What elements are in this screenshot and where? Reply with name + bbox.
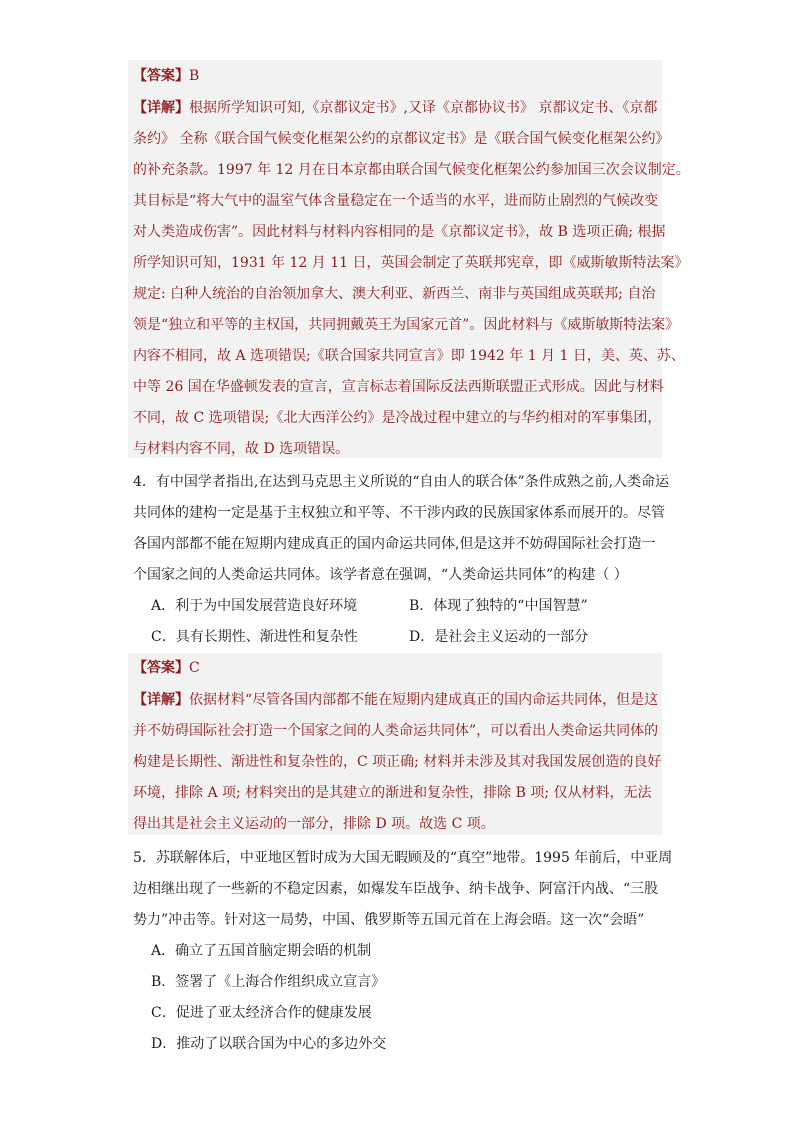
q3-detail-line: 与材料内容不同，故 D 选项错误。 (133, 441, 350, 457)
q5-stem-line: 边相继出现了一些新的不稳定因素，如爆发车臣战争、纳卡战争、阿富汗内战、“三股 (133, 881, 659, 897)
q4-stem-line: 个国家之间的人类命运共同体。该学者意在强调，“人类命运共同体”的构建（ ） (133, 567, 628, 583)
q4-detail-line: 并不妨碍国际社会打造一个国家之间的人类命运共同体”，可以看出人类命运共同体的 (133, 723, 659, 739)
q3-detail-line: 中等 26 国在华盛顿发表的宣言，宣言标志着国际反法西斯联盟正式形成。因此与材料 (133, 379, 664, 395)
q4-answer-background (128, 653, 662, 835)
q5-option-b: B．签署了《上海合作组织成立宣言》 (151, 974, 386, 990)
q3-detail-line: 所学知识可知，1931 年 12 月 11 日，英国会制定了英联邦宪章，即《威斯敏斯特法案》 (133, 255, 689, 271)
q4-answer-line (133, 658, 200, 678)
q4-option-c: C．具有长期性、渐进性和复杂性 (151, 629, 358, 645)
answer-value: B (189, 68, 200, 84)
q5-stem-line: 5．苏联解体后，中亚地区暂时成为大国无暇顾及的“真空”地带。1995 年前后，中亚周 (133, 850, 673, 866)
q5-option-d: D．推动了以联合国为中心的多边外交 (151, 1036, 387, 1052)
q3-detail-line: 其目标是“将大气中的温室气体含量稳定在一个适当的水平，进而防止剧烈的气候改变 (133, 193, 659, 209)
answer-label: 【答案】 (133, 660, 189, 676)
q5-stem-line: 势力”冲击等。针对这一局势，中国、俄罗斯等五国元首在上海会晤。这一次“会晤” (133, 912, 645, 928)
detail-label: 【详解】 (133, 692, 189, 708)
q3-detail-line: 领是“独立和平等的主权国，共同拥戴英王为国家元首”。因此材料与《威斯敏斯特法案》 (133, 317, 680, 333)
q3-detail-line: 条约》 全称《联合国气候变化框架公约的京都议定书》是《联合国气候变化框架公约》 (133, 131, 670, 147)
q4-stem-line: 共同体的建构一定是基于主权独立和平等、不干涉内政的民族国家体系而展开的。尽管 (133, 505, 665, 521)
answer-label: 【答案】 (133, 68, 189, 84)
q5-option-c: C．促进了亚太经济合作的健康发展 (151, 1005, 372, 1021)
q4-option-a: A．利于为中国发展营造良好环境 (151, 598, 358, 614)
q4-detail-line: 【详解】依据材料“尽管各国内部都不能在短期内建成真正的国内命运共同体，但是这 (133, 692, 659, 708)
q3-answer-line (133, 66, 199, 86)
q3-detail-line: 的补充条款。1997 年 12 月在日本京都由联合国气候变化框架公约参加国三次会议制定。 (133, 162, 690, 178)
q3-detail-line: 对人类造成伤害”。因此材料与材料内容相同的是《京都议定书》，故 B 选项正确; 根据 (133, 224, 666, 240)
q5-option-a: A．确立了五国首脑定期会晤的机制 (151, 943, 372, 959)
q4-detail-line: 环境，排除 A 项; 材料突出的是其建立的渐进和复杂性，排除 B 项; 仅从材料，无法 (133, 785, 652, 801)
q4-option-b: B．体现了独特的“中国智慧” (409, 598, 588, 614)
q3-detail-line: 内容不相同，故 A 选项错误;《联合国家共同宣言》即 1942 年 1 月 1 日，美、英、苏、 (133, 348, 685, 364)
q4-detail-line: 得出其是社会主义运动的一部分，排除 D 项。故选 C 项。 (133, 816, 495, 832)
q4-stem-line: 各国内部都不能在短期内建成真正的国内命运共同体,但是这并不妨碍国际社会打造一 (133, 536, 656, 552)
answer-value: C (189, 660, 200, 676)
q4-stem-line: 4．有中国学者指出,在达到马克思主义所说的“自由人的联合体”条件成熟之前,人类命运 (133, 474, 670, 490)
q3-detail-line: 规定: 白种人统治的自治领加拿大、澳大利亚、新西兰、南非与英国组成英联邦; 自治 (133, 286, 656, 302)
q4-detail-line: 构建是长期性、渐进性和复杂性的，C 项正确; 材料并未涉及其对我国发展创造的良好 (133, 754, 662, 770)
q3-detail-line: 【详解】根据所学知识可知,《京都议定书》,又译《京都协议书》 京都议定书、《京都 (133, 100, 658, 116)
detail-label: 【详解】 (133, 100, 189, 116)
q4-option-d: D．是社会主义运动的一部分 (409, 629, 589, 645)
q3-detail-line: 不同，故 C 选项错误;《北大西洋公约》是冷战过程中建立的与华约相对的军事集团， (133, 410, 662, 426)
